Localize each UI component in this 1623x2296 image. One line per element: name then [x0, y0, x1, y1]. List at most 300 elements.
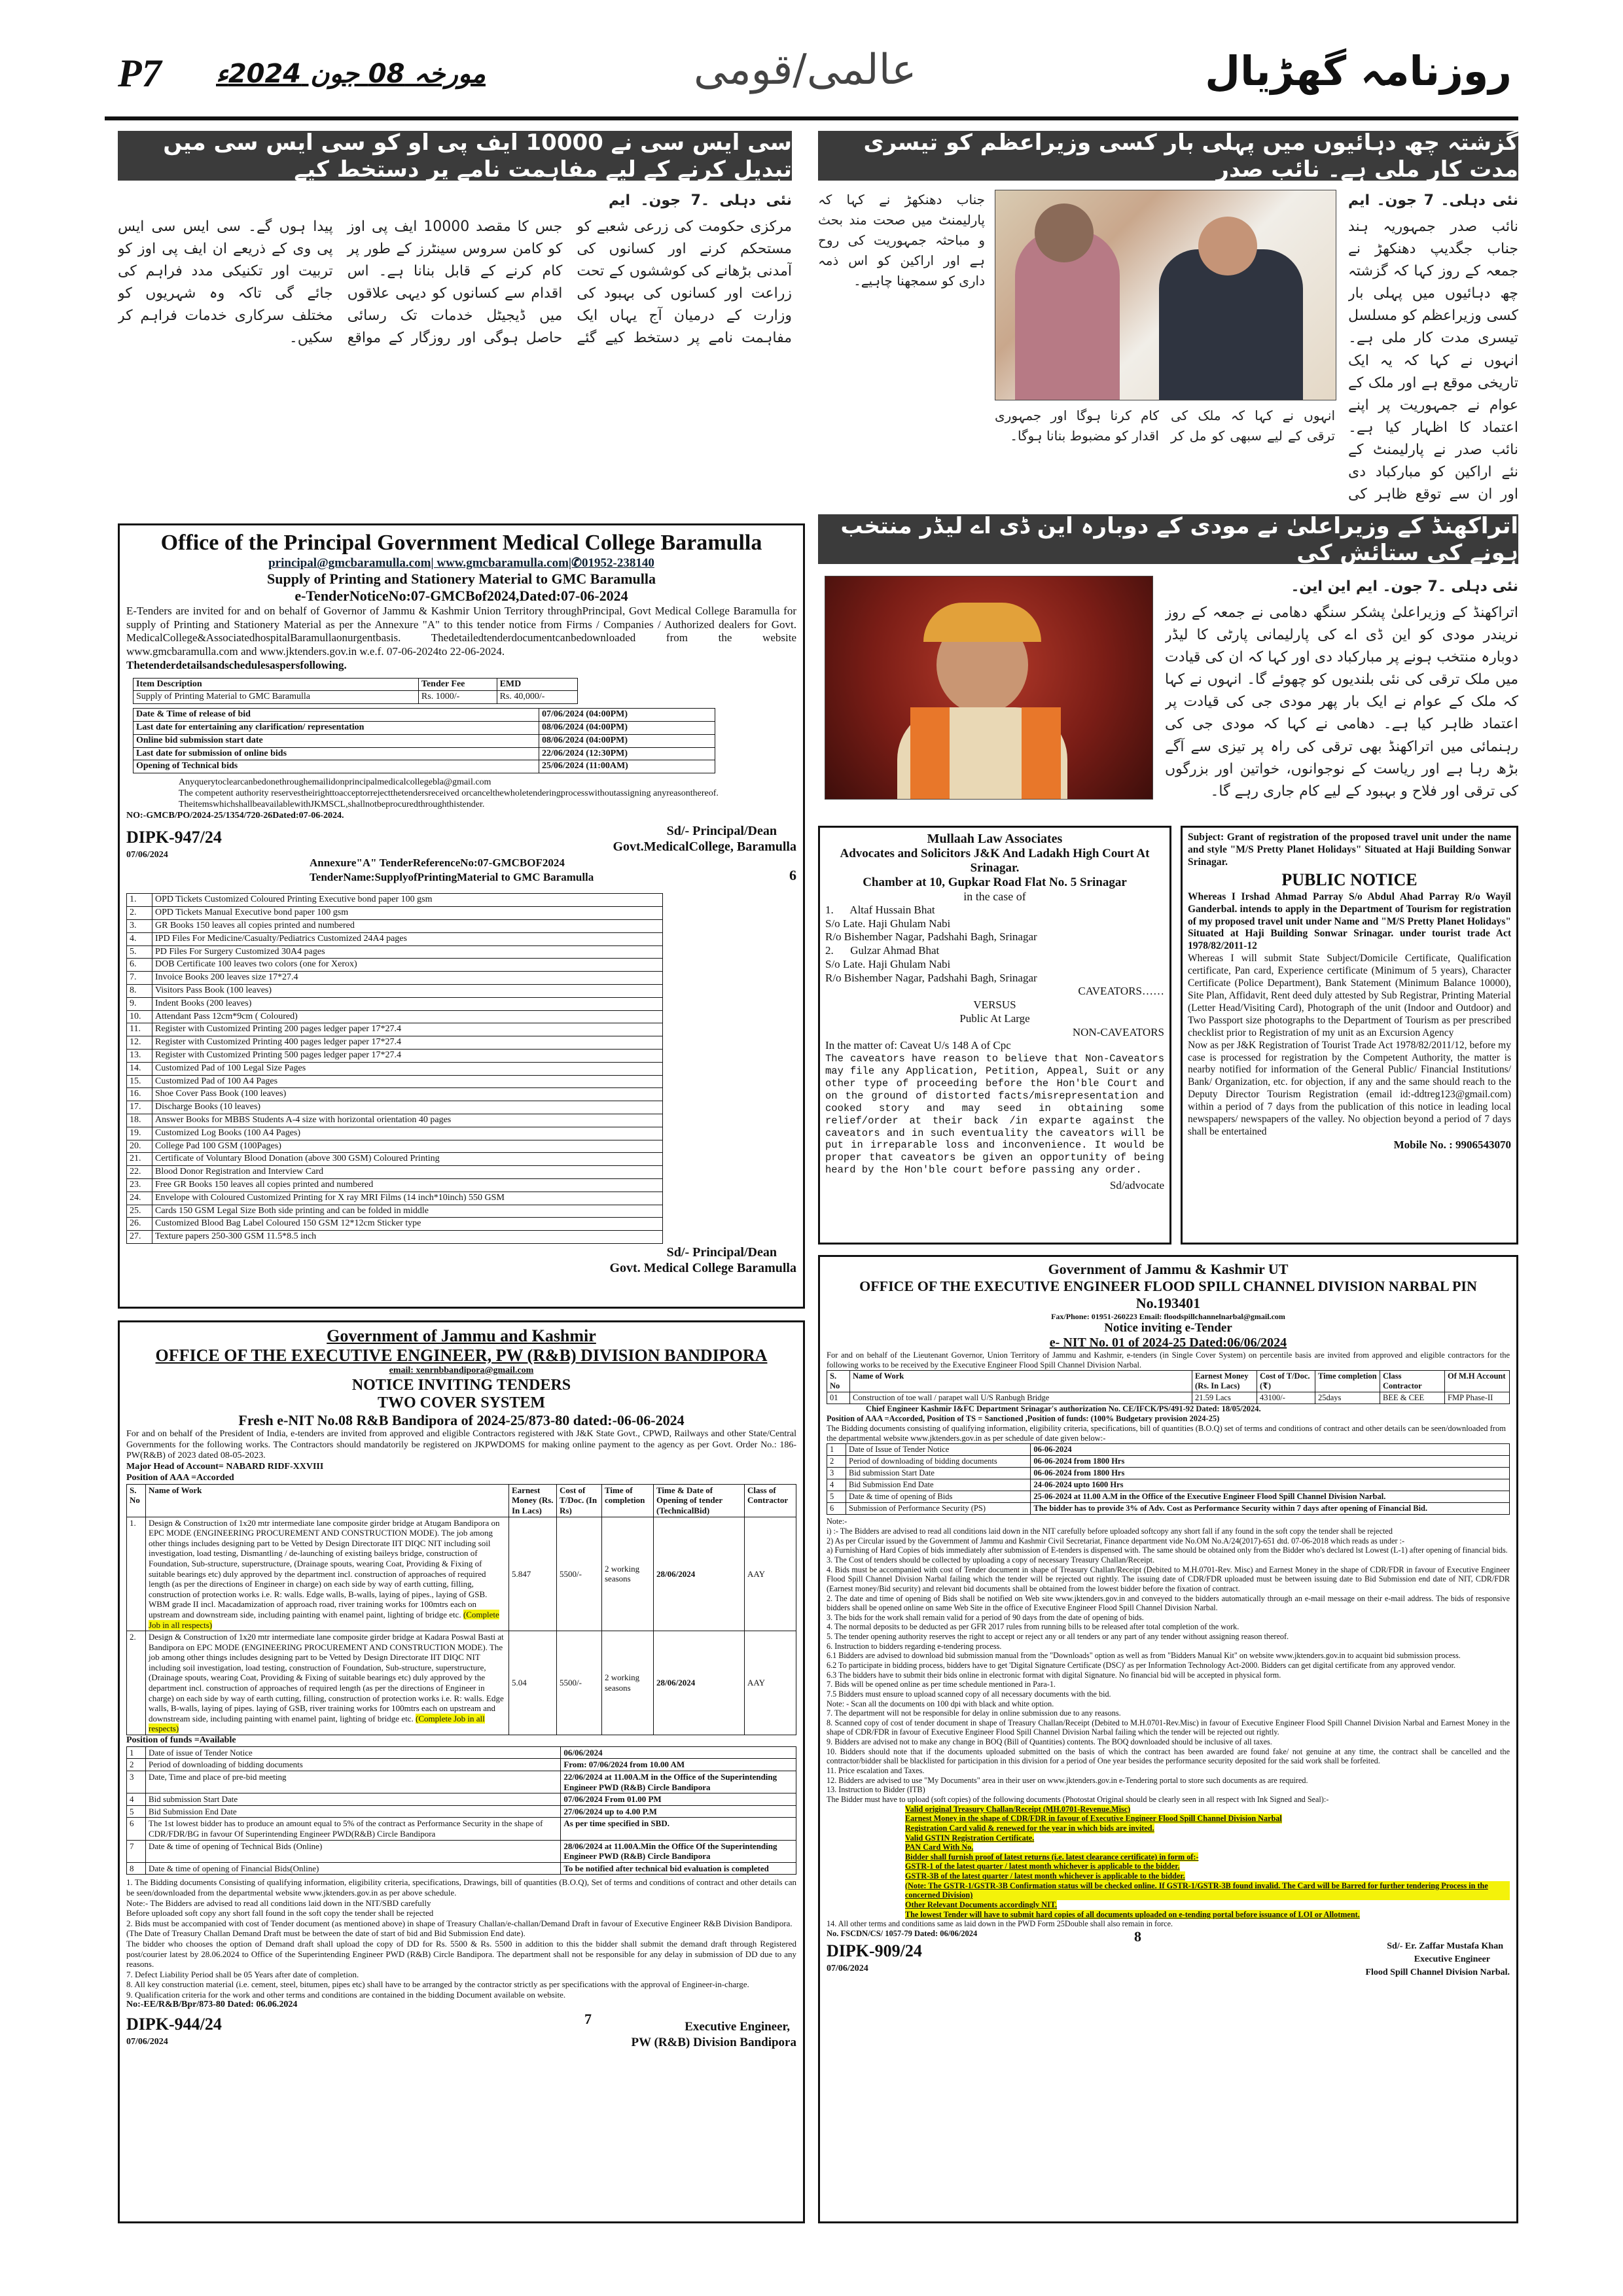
table-row: [127, 932, 663, 945]
table-cell: 5: [827, 1491, 846, 1503]
table-cell: 08/06/2024 (04:00PM): [539, 722, 715, 735]
note-line: 3. The Cost of tenders should be collected by uploading a copy of necessary Treasury Challan/Receipt.: [827, 1555, 1155, 1564]
table-row: [827, 1479, 1510, 1491]
mullaah-in-case: in the case of: [963, 890, 1026, 903]
table-row: [127, 1010, 663, 1023]
note-line: 9. Bidders are advised not to make any change in BOQ (Bill of Quantities) contents. The BOQ downloaded should be inclusive of all taxes.: [827, 1737, 1272, 1747]
note-line: Before uploaded soft copy any short fall found in the soft copy the tender shall be rejected: [126, 1908, 434, 1918]
table-cell: 24.: [127, 1192, 152, 1205]
table-cell: Construction of toe wall / parapet wall U/S Ranbugh Bridge: [850, 1392, 1192, 1404]
mid-news-body: نائب صدر جمہوریہ ہند جناب جگدیپ دھنکھڑ نے جمعہ کے روز کہا کہ گزشتہ چھ دہائیوں میں پہلی بار کسی وزیراعظم کو مسلسل تیسری مدت کار ملی ہے۔ انہوں نے کہا کہ یہ ایک تاریخی موقع ہے اور ملک کے عوام نے جمہوریت پر اپنے اعتماد کا اظہار کیا ہے۔ نائب صدر نے پارلیمنٹ کے نئے اراکین کو مبارکباد دی اور ان سے توقع ظاہر کی: [1348, 219, 1518, 503]
note-line: 6.2 To participate in bidding process, bidders have to get 'Digital Signature Certificate (DSC)' as per Information Technology Act-2000. Bidders can get digital certificate from any approved vendor.: [827, 1661, 1456, 1670]
gmc-note-2: The competent authority reservestheirighttoacceptorrejectthetendersreceived orcancelthewholetenderingprocesswithoutassigning anyreasonthereof.: [179, 788, 719, 799]
table-cell: Answer Books for MBBS Students A-4 size with horizontal orientation 40 pages: [152, 1114, 663, 1127]
highlighted-item: Valid GSTIN Registration Certificate.: [905, 1833, 1035, 1843]
narbal-intro: For and on behalf of the Lieutenant Governor, Union Territory of Jammu and Kashmir, e-tenders (in Single Cover System) on percentile basis are invited from approved and eligible contractors for the following works to be received by the Executive Engineer Flood Spill Channel Division Narbal.: [827, 1351, 1510, 1370]
table-header: Earnest Money (Rs. In Lacs): [1192, 1371, 1257, 1392]
table-cell: 21.: [127, 1153, 152, 1166]
note-line: Note:- The Bidders are advised to read all conditions laid down in the NIT/SBD carefully: [126, 1898, 431, 1908]
table-cell: Blood Donor Registration and Interview Card: [152, 1166, 663, 1179]
bandipora-enit: Fresh e-NIT No.08 R&B Bandipora of 2024-25/873-80 dated:-06-06-2024: [238, 1411, 685, 1428]
mullaah-title: Mullaah Law Associates: [927, 832, 1063, 846]
table-cell: OPD Tickets Manual Executive bond paper 100 gsm: [152, 907, 663, 920]
note-line: 5. The tender opening authority reserves the right to accept or reject any or all tenders or any part of any tender without assigning reason thereof.: [827, 1632, 1289, 1642]
public-notice-para-1: Whereas I Irshad Ahmad Parray S/o Abdul Ahad Parray R/o Wayil Ganderbal. intends to apply in the Department of Tourism for registration of my proposed travel unit under Name and "M/S Pretty Planet Holidays" Situated at Haji Building Sonwar Srinagar. under tourist trade Act 1978/82/2011-12: [1188, 891, 1511, 952]
table-cell: Cards 150 GSM Legal Size Both side printing and can be folded in middle: [152, 1205, 663, 1218]
table-row: [127, 1166, 663, 1179]
table-cell: 06-06-2024: [1031, 1444, 1510, 1456]
narbal-contact[interactable]: Fax/Phone: 01951-260223 Email: floodspillchannelnarbal@gmail.com: [1051, 1312, 1285, 1321]
mullaah-chamber: Chamber at 10, Gupkar Road Flat No. 5 Srinagar: [863, 875, 1127, 889]
table-cell: As per time specified in SBD.: [561, 1818, 796, 1840]
note-line: 10. Bidders should note that if the documents uploaded submitted on the basis of which the contract has been awarded are found fake/ not genuine at any time, the contract shall be cancelled and the contractor/bidder shall be blacklisted for participation in this division for a period of One year besides the performance security deposited for the said work shall be forfeited.: [827, 1746, 1510, 1766]
uk-news-headline: اتراکھنڈ کے وزیراعلیٰ نے مودی کے دوبارہ این ڈی اے لیڈر منتخب ہونے کی ستائش کی: [818, 514, 1518, 564]
table-row: [827, 1503, 1510, 1515]
bandipora-no: No:-EE/R&B/Bpr/873-80 Dated: 06.06.2024: [126, 2000, 298, 2010]
table-cell: From: 07/06/2024 from 10.00 AM: [561, 1759, 796, 1771]
gmc-notice-no: e-TenderNoticeNo:07-GMCBof2024,Dated:07-06-2024: [294, 588, 628, 604]
narbal-chief-auth: Chief Engineer Kashmir I&FC Department Srinagar's authorization No. CE/IFCK/PS/491-92 Dated: 18/05/2024.: [866, 1404, 1261, 1414]
table-cell: Certificate of Voluntary Blood Donation (above 300 GSM) Coloured Printing: [152, 1153, 663, 1166]
table-cell: Rs. 40,000/-: [497, 691, 577, 704]
bandipora-dipk: DIPK-944/24: [126, 2015, 222, 2034]
table-cell: Register with Customized Printing 400 pages ledger paper 17*27.4: [152, 1036, 663, 1050]
mullaah-caveat-notice: [818, 826, 1171, 1245]
table-cell: 7: [127, 1840, 146, 1862]
highlighted-item: Registration Card valid & renewed for the year in which bids are invited.: [905, 1823, 1154, 1833]
gmc-order-no: NO:-GMCB/PO/2024-25/1354/720-26Dated:07-06-2024.: [126, 810, 344, 821]
table-header: Class of Contractor: [745, 1484, 796, 1517]
table-cell: Period of downloading of bidding documents: [846, 1456, 1031, 1468]
table-cell: Register with Customized Printing 200 pages ledger paper 17*27.4: [152, 1023, 663, 1036]
gmc-items-table: [126, 893, 663, 1244]
bandipora-email[interactable]: email: xenrnbbandipora@gmail.com: [389, 1366, 534, 1375]
highlighted-item: Other Relevant Documents accordingly NIT.: [905, 1900, 1058, 1910]
table-cell: Discharge Books (10 leaves): [152, 1101, 663, 1114]
mullaah-subtitle: Advocates and Solicitors J&K And Ladakh High Court At Srinagar.: [840, 847, 1150, 875]
table-cell: Date of Issue of Tender Notice: [846, 1444, 1031, 1456]
gmc-signature-office: Govt.MedicalCollege, Baramulla: [613, 839, 796, 855]
table-cell: 25.: [127, 1205, 152, 1218]
uk-news-dateline: نئی دہلی ۔7 جون۔ ایم این این۔: [1291, 578, 1518, 595]
note-line: 2) As per Circular issued by the Government of Jammu and Kashmir Civil Secretariat, Finance department vide No.OM No.A/24(2017)-651 dtd. 07-06-2018 which reads as under :-: [827, 1536, 1405, 1545]
table-row: [127, 1127, 663, 1140]
table-cell: Online bid submission start date: [134, 734, 539, 747]
vice-president-photo: [995, 190, 1336, 400]
public-notice: [1181, 826, 1518, 1245]
narbal-dipk-date: 07/06/2024: [827, 1963, 868, 1973]
note-line: 1. The Bidding documents Consisting of qualifying information, eligibility criteria, specifications, Drawings, bill of quantities (B.O.Q), Set of terms and conditions of contract and other details can be seen/downloaded from the departmental website www.jktenders.gov.in as per above schedule.: [126, 1877, 796, 1898]
table-cell: Customized Blood Bag Label Coloured 150 GSM 12*12cm Sticker type: [152, 1218, 663, 1231]
table-row: [127, 1746, 796, 1759]
table-row: [127, 1075, 663, 1088]
note-line: 2. Bids must be accompanied with cost of Tender document (as mentioned above) in shape of Treasury Challan/e-challan/Demand Draft in favour of Executive Engineer R&B Division Bandipora.: [126, 1918, 793, 1928]
public-notice-mobile: Mobile No. : 9906543070: [1393, 1138, 1511, 1151]
table-cell: 43100/-: [1257, 1392, 1315, 1404]
gmc-dipk-date: 07/06/2024: [126, 850, 168, 860]
table-row: [127, 1062, 663, 1075]
table-cell: 3: [827, 1468, 846, 1479]
table-row: [127, 1178, 663, 1192]
table-cell: 20.: [127, 1140, 152, 1153]
table-cell: 1: [827, 1444, 846, 1456]
gmc-title: Office of the Principal Government Medical College Baramulla: [160, 531, 762, 555]
note-line: 6.3 The bidders have to submit their bids online in electronic format with digital Signature. No financial bid will be accepted in physical form.: [827, 1670, 1281, 1680]
note-line: Note: - Scan all the documents on 100 dpi with black and white option.: [827, 1699, 1054, 1708]
table-cell: OPD Tickets Customized Coloured Printing Executive bond paper 100 gsm: [152, 894, 663, 907]
note-line: a) Furnishing of Hard Copies of bids immediately after submission of E-tenders is dispensed with. The same should be obtained only from the Bidder who's declared lst Lowest (L-1) after opening of financial bids.: [827, 1545, 1508, 1555]
table-cell: Date & time of opening of Bids: [846, 1491, 1031, 1503]
table-cell: 27/06/2024 up to 4.00 P.M: [561, 1805, 796, 1818]
left-news-headline: سی ایس سی نے 10000 ایف پی او کو سی ایس سی میں تبدیل کرنے کے لیے مفاہمت نامے پر دستخط کیے: [118, 131, 792, 181]
note-line: 4. Bids must be accompanied with cost of Tender document in shape of Treasury Challan/Receipt (Debited to M.H.0701-Rev. Misc) and Earnest Money in the shape of CDR/FDR in favour of Executive Engineer Flood Spill Channel Division Narbal failing which the tender will be rejected out rightly. The issuing date of CDR/FDR uploaded must be between issuing date to Bid Submission end date of NIT, CDR/FDR (Earnest money/Bid security) and relevant bid documents shall be obtained from the lowest bidder before the fixation of contract.: [827, 1564, 1510, 1593]
bandipora-dipk-date: 07/06/2024: [126, 2037, 168, 2047]
table-cell: 5.847: [509, 1517, 557, 1631]
table-cell: BEE & CEE: [1380, 1392, 1445, 1404]
mid-news-headline: گزشتہ چھ دہائیوں میں پہلی بار کسی وزیراعظم کو تیسری مدت کار ملی ہے۔ نائب صدر: [818, 131, 1518, 181]
note-line: 2. The date and time of opening of Bids shall be notified on Web site www.jktenders.gov.in and conveyed to the bidders automatically through an e-mail message on their e-mail address. The bids of responsive bidders shall be opened online on same Web Site in the office of Executive Engineer Flood Spill Channel Division Narbal.: [827, 1593, 1510, 1613]
table-cell: 2: [827, 1456, 846, 1468]
table-cell: 25/06/2024 (11:00AM): [539, 760, 715, 773]
table-cell: AAY: [745, 1517, 796, 1631]
table-cell: 8: [127, 1862, 146, 1875]
table-cell: Date & Time of release of bid: [134, 709, 539, 722]
note-line: (The Date of Treasury Challan Demand Draft must be between the date of start of bid and Bid Submission End date).: [126, 1928, 526, 1939]
chief-minister-photo: [825, 576, 1153, 800]
table-row: [127, 1805, 796, 1818]
work-description: Design & Construction of 1x20 mtr intermediate lane composite girder bridge at Kadara Poswal Basti at Bandipora on EPC MODE (ENGINEERING PROCUREMENT AND CONSTRUCTION MODE). The job among other things includes designing part to be Vetted by Design Directorate IIT DIQC NIT including soil investigation, load testing, construction of Foundation, Sub-structure, superstructure, (Drainage spouts, wearing Coat, Providing & Fixing of suitable bearings etc) duly approved by the department incl. construction of approaches of required length (as per the directions of Engineer in charge) on each side by way of earth cutting, filling, construction of protection works i.e. R: walls. Edge walls, B-walls, laying of pipes. laying of GSB, river training works for 100mtrs each on upstream and downstream side, including painting with enamel paint, lighting of bridge etc.: [149, 1632, 504, 1723]
table-cell: 24-06-2024 upto 1600 Hrs: [1031, 1479, 1510, 1491]
public-notice-subject: Subject: Grant of registration of the proposed travel unit under the name and style "M/S Pretty Planet Holidays" Situated at Haji Building Sonwar Srinagar.: [1188, 832, 1511, 868]
note-line: The bidder who chooses the option of Demand draft shall upload the copy of DD for Rs. 5500 & Rs. 5500 in addition to this the bidder shall submit the demand draft through Registered post/courier latest by 28.06.2024 to Office of the Superintending Engineer PWD (R&B) Circle Bandipora. The department shall not be responsible for any delay in submission of DD due to any reasons.: [126, 1938, 796, 1969]
note-line: 12. Bidders are advised to use "My Documents" area in their user on www.jktenders.gov.in e-Tendering portal to store such documents as are required.: [827, 1775, 1308, 1785]
table-cell: 1: [127, 1746, 146, 1759]
narbal-signature-office: Flood Spill Channel Division Narbal.: [1365, 1967, 1510, 1977]
public-notice-para-3: Now as per J&K Registration of Tourist Trade Act 1978/82/2011/12, before my case is processed for registration by the Competent Authority, the matter is nearby notified for information of the General Public/ Financial Institutions/ Bank/ Organization, etc. for objection, if any and the same should reach to the Deputy Director Tourism Registration (email id:-ddtreg123@gmail.com) within a period of 7 days from the publication of this notice in leading local newspapers/ newspapers of the valley. No objection beyond a period of 7 days shall be entertained: [1188, 1039, 1511, 1137]
table-row: [127, 1862, 796, 1875]
table-cell: Free GR Books 150 leaves all copies printed and numbered: [152, 1178, 663, 1192]
highlighted-item: The lowest Tender will have to submit hard copies of all documents uploaded on e-tending portal before issuance of LOI or Allotment.: [905, 1909, 1360, 1919]
narbal-position: Position of AAA =Accorded, Position of TS = Sanctioned ,Position of funds: (100% Budgetary provision 2024-25): [827, 1414, 1220, 1424]
table-row: [827, 1444, 1510, 1456]
caveat-sign: Sd/advocate: [1109, 1179, 1164, 1192]
mid-news-body-bottom: انہوں نے کہا کہ ملک کی ترقی کے لیے سبھی کو مل کر کام کرنا ہوگا اور جمہوری اقدار کو مضبوط بنانا ہوگا۔: [995, 408, 1335, 444]
table-cell: Last date for submission of online bids: [134, 747, 539, 760]
table-header: Earnest Money (Rs. In Lacs): [509, 1484, 557, 1517]
table-cell: 22/06/2024 (12:30PM): [539, 747, 715, 760]
table-row: [827, 1468, 1510, 1479]
bandipora-notes: [126, 1877, 796, 2000]
bandipora-govt: Government of Jammu and Kashmir: [327, 1326, 596, 1345]
table-cell: 12.: [127, 1036, 152, 1050]
gmc-intro-2: Thetenderdetailsandschedulesaspersfollowing.: [126, 658, 347, 671]
table-header: Time completion: [1315, 1371, 1380, 1392]
caveator-2-address: R/o Bishember Nagar, Padshahi Bagh, Srinagar: [825, 971, 1037, 984]
table-cell: Register with Customized Printing 500 pages ledger paper 17*27.4: [152, 1050, 663, 1063]
bandipora-signature: Executive Engineer,: [685, 2020, 790, 2034]
gmc-schedule-table: [133, 708, 715, 773]
table-cell: 15.: [127, 1075, 152, 1088]
table-row: [127, 1088, 663, 1101]
narbal-tender-notice: [818, 1255, 1518, 2223]
table-header: Tender Fee: [418, 678, 497, 691]
note-line: 8. Scanned copy of cost of tender document in shape of Treasury Challan/Receipt (Debited to M.H.0701-Rev.Misc) in favour of Executive Engineer Flood Spill Channel Division Narbal and Earnest Money in the shape of CDR/FDR in favour of Executive Engineer Flood Spill Channel Division Narbal failing which the tender will be rejected out rightly.: [827, 1718, 1510, 1737]
public-notice-title: PUBLIC NOTICE: [1281, 870, 1418, 889]
table-cell: Bid Submission End Date: [846, 1479, 1031, 1491]
table-cell: 2: [127, 1759, 146, 1771]
bandipora-page-number: 7: [584, 2011, 592, 2028]
table-row: [127, 1218, 663, 1231]
highlighted-item: (Note: The GSTR-1/GSTR-3B Confirmation status will be checked online. If GSTR-1/GSTR-3B found invalid. The Card will be Barred for further tendering Process in the concerned Division): [905, 1881, 1510, 1900]
table-cell: 23.: [127, 1178, 152, 1192]
table-cell: 3.: [127, 920, 152, 933]
bandipora-nit-title: NOTICE INVITING TENDERS: [351, 1376, 571, 1394]
table-cell: Texture papers 250-300 GSM 11.5*8.5 inch: [152, 1231, 663, 1244]
table-cell: Date of issue of Tender Notice: [146, 1746, 561, 1759]
note-line: The Bidder must have to upload (soft copies) of the following documents (Photostat Original should be clearly seen in all respect with Ink Signed and Seal):-: [827, 1794, 1329, 1804]
table-cell: 26.: [127, 1218, 152, 1231]
note-line: 7.5 Bidders must ensure to upload scanned copy of all necessary documents with the bid.: [827, 1689, 1111, 1699]
table-cell: Opening of Technical bids: [134, 760, 539, 773]
table-cell: 06-06-2024 from 1800 Hrs: [1031, 1456, 1510, 1468]
gmc-annexure-name: TenderName:SupplyofPrintingMaterial to GMC Baramulla: [310, 871, 594, 884]
table-cell: 16.: [127, 1088, 152, 1101]
caveat-matter: In the matter of: Caveat U/s 148 A of Cpc: [825, 1039, 1011, 1052]
narbal-govt: Government of Jammu & Kashmir UT: [1048, 1261, 1289, 1277]
public-notice-para-2: Whereas I will submit State Subject/Domicile Certificate, Qualification certificate, Pan card, Experience certificate (Minimum of 5 years), Character Certificate (Police Department), Bank Statement (Minimum Balance 10000), Site Plan, Affidavit, Rent deed duly attested by Sub Registrar, Printing Material (Letter Head/Visiting Card), Photograph of the unit (Indoor and Outdoor) and Two Passport size photographs to the Department of Tourism as per prescribed checklist prior to Registration of my unit as an Excursion Agency: [1188, 953, 1511, 1038]
table-row: [127, 1192, 663, 1205]
table-header: Name of Work: [850, 1371, 1192, 1392]
table-row: [127, 945, 663, 959]
narbal-schedule-table: [827, 1443, 1510, 1515]
table-cell: Customized Log Books (100 A4 Pages): [152, 1127, 663, 1140]
caveators-label: CAVEATORS……: [1078, 985, 1164, 998]
table-cell: 22.: [127, 1166, 152, 1179]
table-cell: 3: [127, 1771, 146, 1793]
narbal-no: No. FSCDN/CS/ 1057-79 Dated: 06/06/2024: [827, 1928, 978, 1938]
table-cell: Invoice Books 200 leaves size 17*27.4: [152, 972, 663, 985]
gmc-contact[interactable]: principal@gmcbaramulla.com| www.gmcbaramulla.com|✆01952-238140: [268, 556, 654, 570]
note-line: 7. Defect Liability Period shall be 05 Years after date of completion.: [126, 1969, 359, 1979]
table-cell: 5500/-: [557, 1517, 602, 1631]
note-line: 13. Instruction to Bidder (ITB): [827, 1785, 925, 1795]
table-cell: 14.: [127, 1062, 152, 1075]
highlighted-item: Bidder shall furnish proof of latest returns (i.e. latest clearance certificate) in form of:-: [905, 1852, 1199, 1862]
table-cell: 6: [127, 1818, 146, 1840]
table-row: [127, 1759, 796, 1771]
table-cell: 2 working seasons: [602, 1517, 654, 1631]
table-row: [127, 1205, 663, 1218]
table-cell: Date & time of opening of Technical Bids (Online): [146, 1840, 561, 1862]
narbal-page-number: 8: [1134, 1928, 1141, 1945]
table-header: Time & Date of Opening of tender (TechnicalBid): [654, 1484, 745, 1517]
table-row: [127, 1840, 796, 1862]
table-cell: 4: [127, 1793, 146, 1806]
table-cell: Submission of Performance Security (PS): [846, 1503, 1031, 1515]
table-cell: 28/06/2024 at 11.00A.Min the Office Of the Superintending Engineer PWD (R&B) Circle Bandipora: [561, 1840, 796, 1862]
table-row: [127, 1036, 663, 1050]
note-line: 9. Qualification criteria for the work and other terms and conditions are contained in the bidding Document available on website.: [126, 1989, 566, 2000]
table-cell: 19.: [127, 1127, 152, 1140]
table-cell: IPD Files For Medicine/Casualty/Pediatrics Customized 24A4 pages: [152, 932, 663, 945]
table-cell: 6: [827, 1503, 846, 1515]
narbal-works-table: [827, 1370, 1510, 1404]
table-cell: GR Books 150 leaves all copies printed and numbered: [152, 920, 663, 933]
table-header: Cost of T/Doc. (In Rs): [557, 1484, 602, 1517]
gmc-signature: Sd/- Principal/Dean: [666, 824, 777, 839]
narbal-dipk: DIPK-909/24: [827, 1941, 922, 1960]
table-row: [127, 985, 663, 998]
bandipora-intro: For and on behalf of the President of India, e-tenders are invited from approved and eligible Contractors registered with J&K State Govt., CPWD, Railways and other State/Central Governments for the following works. The Contractors should mandatorily be registered on JKPWDOMS for making online payment to the agency as per Govt. Order No.: 186-PW(R&B) of 2023 dated 08-05-2023.: [126, 1428, 796, 1461]
table-cell: 25-06-2024 at 11.00 A.M in the Office of the Executive Engineer Flood Spill Channel Division Narbal.: [1031, 1491, 1510, 1503]
table-row: [127, 1114, 663, 1127]
non-caveators-label: NON-CAVEATORS: [1072, 1025, 1164, 1038]
table-header: S. No: [127, 1484, 146, 1517]
table-cell: Customized Pad of 100 Legal Size Pages: [152, 1062, 663, 1075]
table-cell: [146, 1517, 509, 1631]
bandipora-two-cover: TWO COVER SYSTEM: [377, 1394, 546, 1411]
note-line: i) :- The Bidders are advised to read all conditions laid down in the NIT carefully before uploaded softcopy any short fall if any found in the soft copy the tender shall be rejected: [827, 1527, 1393, 1536]
table-cell: 2 working seasons: [602, 1631, 654, 1735]
table-cell: 5500/-: [557, 1631, 602, 1735]
uk-news-body: اتراکھنڈ کے وزیراعلیٰ پشکر سنگھ دھامی نے جمعہ کے روز نریندر مودی کو این ڈی اے کی پارلیمانی پارٹی کا لیڈر دوبارہ منتخب ہونے پر مبارکباد دی اور کہا کہ ان کی قیادت میں ملک ترقی کی نئی بلندیوں کو چھوئے گا۔ انہوں نے کہا کہ ملک کے عوام نے ایک بار پھر مودی جی کی قیادت پر اعتماد ظاہر کیا ہے۔ دھامی نے کہا کہ مودی جی کی رہنمائی میں اتراکھنڈ بھی ترقی کی راہ پر تیزی سے آگے بڑھ رہا ہے اور ریاست کے نوجوانوں، خواتین اور بزرگوں کی ترقی اور فلاح و بہبود کے لیے کام جاری رہے گا۔: [1165, 605, 1518, 800]
gmc-subject: Supply of Printing and Stationery Material to GMC Baramulla: [267, 571, 656, 587]
bandipora-aaa: Position of AAA =Accorded: [126, 1472, 234, 1483]
note-line: 11. Price escalation and Taxes.: [827, 1766, 925, 1776]
bandipora-signature-office: PW (R&B) Division Bandipora: [631, 2036, 796, 2050]
table-header: Time of completion: [602, 1484, 654, 1517]
table-cell: AAY: [745, 1631, 796, 1735]
table-cell: 25days: [1315, 1392, 1380, 1404]
table-row: [127, 1050, 663, 1063]
table-cell: 9.: [127, 997, 152, 1010]
table-header: S. No: [827, 1371, 850, 1392]
table-cell: 2.: [127, 907, 152, 920]
masthead-rule: [105, 116, 1518, 120]
highlighted-item: Valid original Treasury Challan/Receipt (MH.0701-Revenue.Misc): [905, 1804, 1131, 1814]
highlighted-item: PAN Card With No.: [905, 1843, 974, 1852]
narbal-hl-items: [827, 1805, 1510, 1920]
mid-news-dateline: نئی دہلی۔ 7 جون۔ ایم: [1348, 192, 1518, 209]
table-cell: 07/06/2024 (04:00PM): [539, 709, 715, 722]
note-line: 8. All key construction material (i.e. cement, steel, bitumen, pipes etc) shall have to be arranged by the contractor strictly as per specifications with the approval of Engineer-in-charge.: [126, 1979, 749, 1990]
table-header: EMD: [497, 678, 577, 691]
note-line: 6. Instruction to bidders regarding e-tendering process.: [827, 1641, 1002, 1651]
table-cell: Visitors Pass Book (100 leaves): [152, 985, 663, 998]
table-cell: 1.: [127, 894, 152, 907]
caveator-2-father: S/o Late. Haji Ghulam Nabi: [825, 957, 951, 970]
masthead: [105, 39, 1518, 118]
left-news-dateline: نئی دہلی ۔7 جون۔ ایم: [609, 192, 792, 209]
table-cell: 06/06/2024: [561, 1746, 796, 1759]
table-cell: Bid submission Start Date: [146, 1793, 561, 1806]
highlight: (Complete Job in all respects): [149, 1713, 485, 1734]
bandipora-tender-notice: [118, 1320, 805, 2223]
narbal-enit: e- NIT No. 01 of 2024-25 Dated:06/06/2024: [1049, 1335, 1287, 1351]
table-cell: 5.04: [509, 1631, 557, 1735]
caveator-1: 1. Altaf Hussain Bhat: [825, 904, 935, 916]
gmc-note-3: TheitemswhichshallbeavailablewithJKMSCL,shallnotbeprocuredthroughthistender.: [179, 799, 485, 809]
table-cell: Bid submission Start Date: [846, 1468, 1031, 1479]
caveator-2: 2. Gulzar Ahmad Bhat: [825, 944, 940, 957]
table-cell: 21.59 Lacs: [1192, 1392, 1257, 1404]
table-cell: Attendant Pass 12cm*9cm ( Coloured): [152, 1010, 663, 1023]
table-cell: Last date for entertaining any clarification/ representation: [134, 722, 539, 735]
narbal-office: OFFICE OF THE EXECUTIVE ENGINEER FLOOD SPILL CHANNEL DIVISION NARBAL PIN No.193401: [859, 1278, 1477, 1311]
gmc-page-number: 6: [789, 867, 796, 884]
table-header: Item Description: [134, 678, 419, 691]
bandipora-office: OFFICE OF THE EXECUTIVE ENGINEER, PW (R&B) DIVISION BANDIPORA: [155, 1346, 768, 1365]
table-row: [127, 907, 663, 920]
highlight: (Complete Job in all respects): [149, 1609, 499, 1630]
highlighted-item: GSTR-1 of the latest quarter / latest month whichever is applicable to the bidder.: [905, 1862, 1180, 1871]
table-row: [127, 1793, 796, 1806]
highlighted-item: Earnest Money in the shape of CDR/FDR in favour of Executive Engineer Flood Spill Channel Division Narbal: [905, 1814, 1282, 1824]
table-row: [127, 997, 663, 1010]
bandipora-funds: Position of funds =Available: [126, 1735, 236, 1746]
table-header: Name of Work: [146, 1484, 509, 1517]
note-line: 7. The department will not be responsible for delay in online submission due to any reasons.: [827, 1708, 1121, 1718]
public-label: Public At Large: [959, 1012, 1030, 1025]
table-cell: College Pad 100 GSM (100Pages): [152, 1140, 663, 1153]
gmc-intro: E-Tenders are invited for and on behalf of Governor of Jammu & Kashmir Union Territory throughPrincipal, Govt Medical College Baramulla for supply of Printing and Stationery Material as per the Annexure "A" to this tender notice from Firms / Companies / Authorized dealers for Govt. MedicalCollege&AssociatedhospitalBaramullaonurgentbasis. Thedetailedtenderdocumentcanbedownloaded from the website www.gmcbaramulla.com and www.jktenders.gov.in w.e.f. 07-06-2024to 22-06-2024.: [126, 605, 796, 658]
table-cell: 18.: [127, 1114, 152, 1127]
gmc-signature-2: Sd/- Principal/Dean: [666, 1245, 777, 1260]
gmc-tender-notice: [118, 523, 805, 1309]
gmc-signature-office-2: Govt. Medical College Baramulla: [609, 1260, 796, 1275]
table-cell: 4: [827, 1479, 846, 1491]
table-cell: The 1st lowest bidder has to produce an amount equal to 5% of the contract as Performance Security in the shape of CDR/FDR/BG in favour Of Superintending Engineer PWD(R&B) Circle Bandipora: [146, 1818, 561, 1840]
table-row: [127, 1771, 796, 1793]
table-row: [127, 1231, 663, 1244]
caveator-1-address: R/o Bishember Nagar, Padshahi Bagh, Srinagar: [825, 930, 1037, 944]
table-cell: 27.: [127, 1231, 152, 1244]
caveator-1-father: S/o Late. Haji Ghulam Nabi: [825, 917, 951, 930]
table-cell: 13.: [127, 1050, 152, 1063]
versus-label: VERSUS: [973, 998, 1016, 1012]
table-cell: 06-06-2024 from 1800 Hrs: [1031, 1468, 1510, 1479]
table-row: [827, 1491, 1510, 1503]
left-news-body: مرکزی حکومت کی زرعی شعبے کو مستحکم کرنے اور کسانوں کی آمدنی بڑھانے کی کوششوں کے تحت زراعت اور کسانوں کی بہبود کی وزارت کے درمیان آج یہاں ایک مفاہمت نامے پر دستخط کیے گئے جس کا مقصد 10000 ایف پی اوز کو کامن سروس سینٹرز کے طور پر کام کرنے کے قابل بنانا ہے۔ اس اقدام سے کسانوں کو دیہی علاقوں میں ڈیجیٹل خدمات تک رسائی حاصل ہوگی اور روزگار کے مواقع پیدا ہوں گے۔ سی ایس سی ایس پی وی کے ذریعے ان ایف پی اوز کو تربیت اور تکنیکی مدد فراہم کی جائے گی تاکہ وہ شہریوں کو مختلف سرکاری خدمات فراہم کر سکیں۔: [118, 219, 792, 347]
mid-news-body-lower: جناب دھنکھڑ نے کہا کہ پارلیمنٹ میں صحت مند بحث و مباحثہ جمہوریت کی روح ہے اور اراکین کو اس ذمہ داری کو سمجھنا چاہیے۔: [818, 192, 985, 289]
newspaper-name: روزنامہ گھڑیال: [1205, 47, 1512, 95]
note-line: 3. The bids for the work shall remain valid for a period of 90 days from the date of opening of bids.: [827, 1612, 1144, 1622]
table-cell: PD Files For Surgery Customized 30A4 pages: [152, 945, 663, 959]
table-cell: Customized Pad of 100 A4 Pages: [152, 1075, 663, 1088]
note-line: 7. Bids will be opened online as per time schedule mentioned in Para-1.: [827, 1680, 1056, 1689]
table-header: Of M.H Account: [1445, 1371, 1510, 1392]
note-line: 4. The normal deposits to be deducted as per GFR 2017 rules from running bills to be released after total completion of the work.: [827, 1622, 1240, 1632]
table-cell: 10.: [127, 1010, 152, 1023]
table-row: [127, 920, 663, 933]
section-title: عالمی/قومی: [694, 46, 917, 94]
table-cell: The bidder has to provide 3% of Adv. Cost as Performance Security within 7 days after opening of Financial Bid.: [1031, 1503, 1510, 1515]
table-cell: Date & time of opening of Financial Bids(Online): [146, 1862, 561, 1875]
table-cell: 8.: [127, 985, 152, 998]
note-line: 6.1 Bidders are advised to download bid submission manual from the "Downloads" option as well as from "Bidders Manual Kit" on website www.jktenders.gov.in to acquaint bid submission process.: [827, 1651, 1461, 1661]
table-cell: 28/06/2024: [654, 1631, 745, 1735]
table-row: [827, 1456, 1510, 1468]
table-cell: 6.: [127, 959, 152, 972]
table-row: [127, 894, 663, 907]
table-cell: 5: [127, 1805, 146, 1818]
narbal-signature: Sd/- Er. Zaffar Mustafa Khan: [1387, 1941, 1503, 1951]
table-cell: 28/06/2024: [654, 1517, 745, 1631]
table-cell: 1.: [127, 1517, 146, 1631]
table-cell: [146, 1631, 509, 1735]
narbal-nit-title: Notice inviting e-Tender: [1104, 1321, 1232, 1335]
table-cell: FMP Phase-II: [1445, 1392, 1510, 1404]
